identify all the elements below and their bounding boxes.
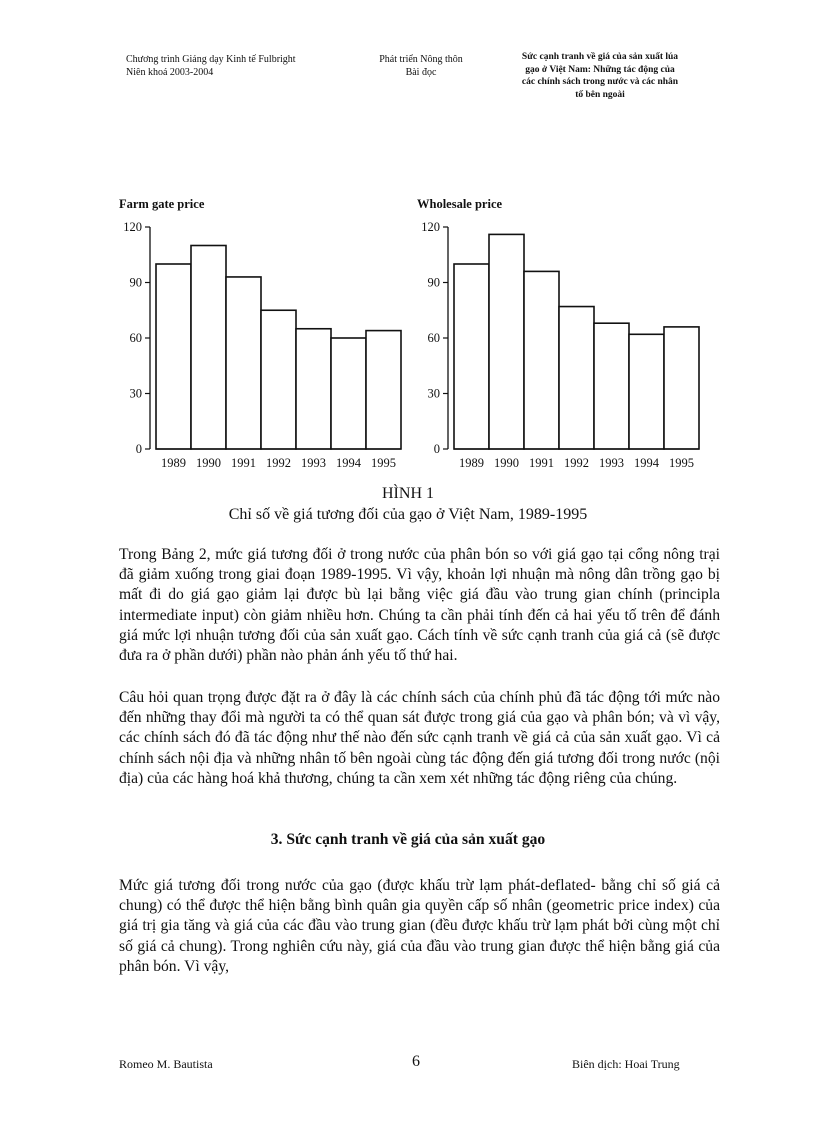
bar-1993 xyxy=(594,323,629,449)
wholesale-price-chart-svg xyxy=(414,193,724,478)
header-right xyxy=(500,51,700,101)
y-tick-label: 30 xyxy=(129,386,142,401)
bar-1994 xyxy=(629,334,664,449)
paragraph-3: Mức giá tương đối trong nước của gạo (được khấu trừ lạm phát-deflated- bằng chỉ số giá cả chung) có thể được thể hiện bằng bình quân gia quyền cấp số nhân (geometric price index) của giá trị gia tăng và giá của các đầu vào trung gian (đều được khấu trừ lạm phát bởi cùng một chỉ số giá cả chung). Trong nghiên cứu này, giá của đầu vào trung gian được thể hiện bằng giá của phân bón. Vì vậy, xyxy=(119,877,720,975)
x-tick-label: 1991 xyxy=(231,456,256,470)
x-tick-label: 1991 xyxy=(529,456,554,470)
x-tick-label: 1995 xyxy=(371,456,396,470)
header-middle xyxy=(366,53,476,79)
bar-1990 xyxy=(489,234,524,449)
bar-1995 xyxy=(366,331,401,449)
y-tick-label: 120 xyxy=(421,220,440,234)
header-year: Niên khoá 2003-2004 xyxy=(126,67,214,78)
bar-1990 xyxy=(191,246,226,450)
x-tick-label: 1992 xyxy=(266,456,291,470)
bar-1992 xyxy=(559,307,594,449)
chart-title: Farm gate price xyxy=(119,197,205,211)
figure-caption-block xyxy=(0,483,816,525)
header-reading: Bài đọc xyxy=(405,67,437,78)
header-course: Phát triển Nông thôn xyxy=(379,54,463,65)
y-tick-label: 60 xyxy=(129,331,142,345)
paragraph-1: Trong Bảng 2, mức giá tương đối ở trong nước của phân bón so với giá gạo tại cổng nông trại đã giảm xuống trong giai đoạn 1989-1995. Vì vậy, khoản lợi nhuận mà nông dân trồng gạo bị mất đi do giá gạo giảm lại được bù lại bằng việc giá đầu vào trung gian chính (principla intermediate input) còn giảm nhiều hơn. Chúng ta cần phải tính đến cả hai yếu tố trên để đánh giá mức lợi nhuận tương đối của sản xuất gạo. Cách tính về sức cạnh tranh của giá cả (sẽ được đưa ra ở phần dưới) phần nào phản ánh yếu tố thứ hai. xyxy=(119,546,720,665)
page-number: 6 xyxy=(412,1053,420,1070)
y-tick-label: 0 xyxy=(433,442,440,456)
chart-title: Wholesale price xyxy=(417,197,503,211)
bar-1994 xyxy=(331,338,366,449)
header-title-line1: Sức cạnh tranh về giá của sản xuất lúa xyxy=(521,52,679,62)
header-title-line2: gạo ở Việt Nam: Những tác động của xyxy=(525,64,675,75)
x-tick-label: 1990 xyxy=(494,456,519,470)
x-tick-label: 1989 xyxy=(161,456,186,470)
x-tick-label: 1990 xyxy=(196,456,221,470)
bar-1993 xyxy=(296,329,331,449)
header-title-line3: các chính sách trong nước và các nhân xyxy=(521,77,679,87)
y-tick-label: 60 xyxy=(427,331,440,345)
paragraph-2: Câu hỏi quan trọng được đặt ra ở đây là các chính sách của chính phủ đã tác động tới mức nào đến những thay đổi mà người ta có thể quan sát được trong giá của gạo và phân bón; và vì vậy, các chính sách đó đã tác động như thế nào đến sức cạnh tranh về giá cả của sản xuất gạo. Vì cả chính sách nội địa và những nhân tố bên ngoài cùng tác động đến giá tương đối trong nước (nội địa) của các hàng hoá khả thương, chúng ta cần xem xét những tác động riêng của chúng. xyxy=(119,689,720,787)
x-tick-label: 1992 xyxy=(564,456,589,470)
x-tick-label: 1995 xyxy=(669,456,694,470)
footer-author: Romeo M. Bautista xyxy=(119,1057,213,1071)
bar-1991 xyxy=(524,271,559,449)
figure-caption: Chỉ số về giá tương đối của gạo ở Việt Nam, 1989-1995 xyxy=(228,506,588,523)
header-program: Chương trình Giảng dạy Kinh tế Fulbright xyxy=(126,54,296,65)
figure-label: HÌNH 1 xyxy=(382,485,434,502)
bar-1989 xyxy=(156,264,191,449)
x-tick-label: 1989 xyxy=(459,456,484,470)
header-title-line4: tố bên ngoài xyxy=(575,89,625,100)
farm-gate-price-chart xyxy=(116,193,426,478)
section-heading: 3. Sức cạnh tranh về giá của sản xuất gạo xyxy=(270,831,546,848)
x-tick-label: 1993 xyxy=(599,456,624,470)
x-tick-label: 1994 xyxy=(336,456,361,470)
y-tick-label: 0 xyxy=(135,442,142,456)
farm-gate-price-chart-svg xyxy=(116,193,426,478)
footer-translator: Biên dịch: Hoai Trung xyxy=(572,1057,680,1071)
bar-1989 xyxy=(454,264,489,449)
header-left xyxy=(126,53,296,79)
x-tick-label: 1994 xyxy=(634,456,659,470)
y-tick-label: 30 xyxy=(427,386,440,401)
wholesale-price-chart xyxy=(414,193,724,478)
bar-1991 xyxy=(226,277,261,449)
bar-1995 xyxy=(664,327,699,449)
bar-1992 xyxy=(261,310,296,449)
x-tick-label: 1993 xyxy=(301,456,326,470)
y-tick-label: 120 xyxy=(123,220,142,234)
y-tick-label: 90 xyxy=(129,275,142,290)
y-tick-label: 90 xyxy=(427,275,440,290)
